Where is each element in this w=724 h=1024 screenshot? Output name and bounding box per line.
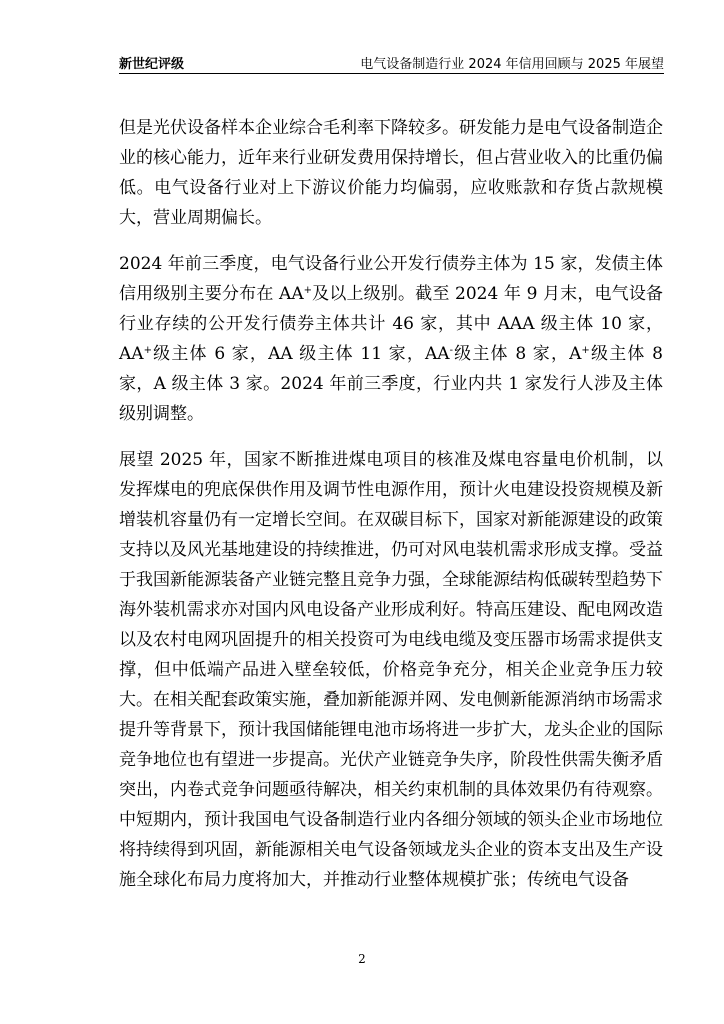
- header-divider: [119, 73, 664, 74]
- paragraph-2: [119, 249, 663, 429]
- paragraph-2-part-5: 级主体 8 家，A 级主体 3 家。2024 年前三季度，行业内共 1 家发行人涉及主体级别调整。: [119, 344, 663, 424]
- header-org-name: 新世纪评级: [119, 57, 185, 72]
- page-number: 2: [358, 952, 366, 966]
- paragraph-2-part-3: 级主体 6 家，AA 级主体 11 家，AA: [151, 344, 450, 364]
- rating-minus-superscript: -: [449, 345, 453, 356]
- rating-plus-superscript: +: [581, 345, 590, 356]
- paragraph-2-part-4: 级主体 8 家，A: [452, 344, 582, 364]
- rating-plus-superscript: +: [303, 285, 312, 296]
- body-text: [119, 113, 663, 911]
- header-report-title: 电气设备制造行业 2024 年信用回顾与 2025 年展望: [360, 57, 664, 72]
- paragraph-3: 展望 2025 年，国家不断推进煤电项目的核准及煤电容量电价机制，以发挥煤电的兜底保供作用及调节性电源作用，预计火电建设投资规模及新增装机容量仍有一定增长空间。在双碳目标下，国家对新能源建设的政策支持以及风光基地建设的持续推进，仍可对风电装机需求形成支撑。受益于我国新能源装备产业链完整且竞争力强，全球能源结构低碳转型趋势下海外装机需求亦对国内风电设备产业形成利好。特高压建设、配电网改造以及农村电网巩固提升的相关投资可为电线电缆及变压器市场需求提供支撑，但中低端产品进入壁垒较低，价格竞争充分，相关企业竞争压力较大。在相关配套政策实施，叠加新能源并网、发电侧新能源消纳市场需求提升等背景下，预计我国储能锂电池市场将进一步扩大，龙头企业的国际竞争地位也有望进一步提高。光伏产业链竞争失序，阶段性供需失衡矛盾突出，内卷式竞争问题亟待解决，相关约束机制的具体效果仍有待观察。中短期内，预计我国电气设备制造行业内各细分领域的领头企业市场地位将持续得到巩固，新能源相关电气设备领域龙头企业的资本支出及生产设施全球化布局力度将加大，并推动行业整体规模扩张；传统电气设备: [119, 450, 663, 890]
- paragraph-2-part-2: 及以上级别。截至 2024 年 9 月末，电气设备行业存续的公开发行债券主体共计 46 家，其中 AAA 级主体 10 家，AA: [119, 284, 663, 364]
- paragraph-2-part-1: 2024 年前三季度，电气设备行业公开发行债券主体为 15 家，发债主体信用级别主要分布在 AA: [119, 254, 663, 304]
- page-header: [119, 48, 664, 72]
- rating-plus-superscript: +: [143, 345, 152, 356]
- paragraph-1: 但是光伏设备样本企业综合毛利率下降较多。研发能力是电气设备制造企业的核心能力，近年来行业研发费用保持增长，但占营业收入的比重仍偏低。电气设备行业对上下游议价能力均偏弱，应收账款和存货占款规模大，营业周期偏长。: [119, 118, 663, 228]
